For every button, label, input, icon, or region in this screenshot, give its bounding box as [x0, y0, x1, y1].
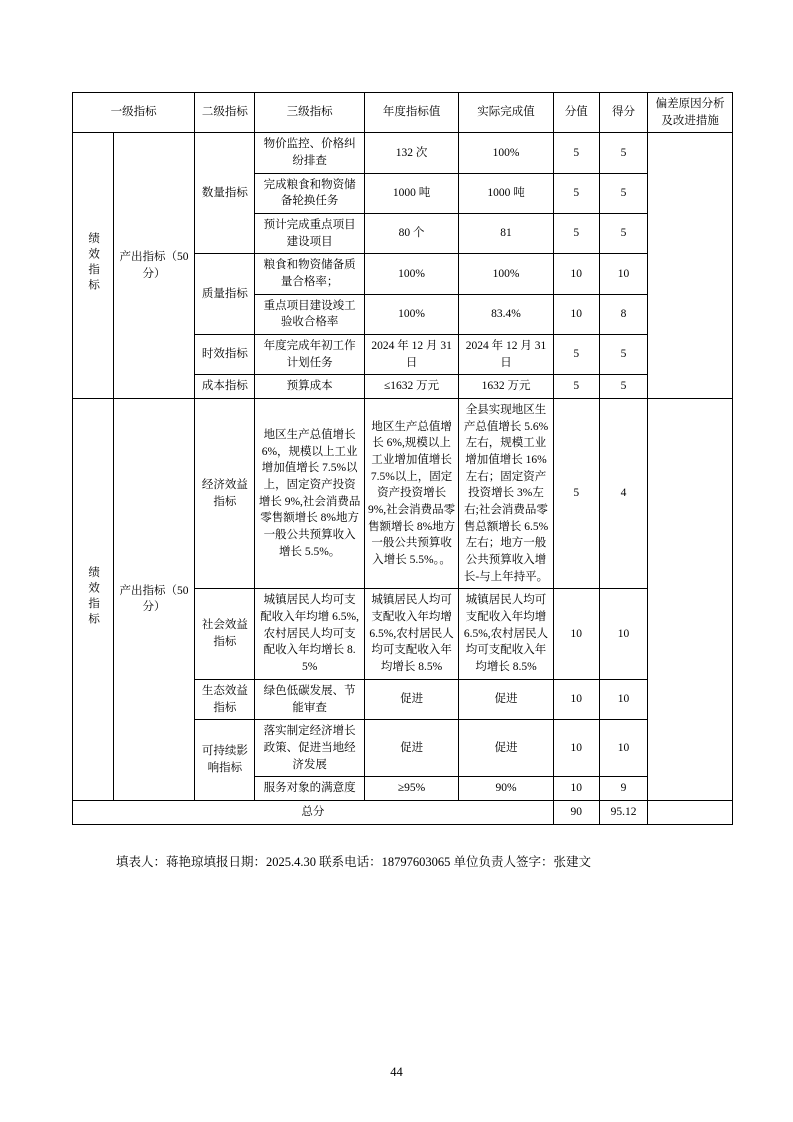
actual-value: 促进 [459, 720, 553, 777]
level3-indicator: 绿色低碳发展、节能审查 [255, 679, 364, 719]
target-value: 2024 年 12 月 31 日 [364, 335, 458, 375]
actual-value: 100% [459, 254, 553, 294]
level2-timeliness: 时效指标 [195, 335, 255, 375]
score-value: 10 [553, 720, 599, 777]
level3-indicator: 服务对象的满意度 [255, 777, 364, 801]
actual-value: 100% [459, 133, 553, 173]
total-deviation [648, 800, 733, 824]
level2-sustainable: 可持续影响指标 [195, 720, 255, 801]
score-got: 9 [599, 777, 647, 801]
table-row [73, 399, 733, 589]
target-value: 80 个 [364, 214, 458, 254]
score-got: 8 [599, 294, 647, 334]
actual-value: 1000 吨 [459, 173, 553, 213]
target-value: 100% [364, 254, 458, 294]
target-value: 地区生产总值增长 6%,规模以上工业增加值增长 7.5%以上，固定资产投资增长 9%,社会消费品零售额增长 8%地方一般公共预算收入增长 5.5%。。 [364, 399, 458, 589]
target-value: 132 次 [364, 133, 458, 173]
score-got: 5 [599, 133, 647, 173]
header-cell-score-value: 分值 [553, 93, 599, 133]
level3-indicator: 粮食和物资储备质量合格率； [255, 254, 364, 294]
output-label-2: 产出指标（50 分） [113, 399, 195, 801]
score-value: 5 [553, 133, 599, 173]
deviation-note-2 [648, 399, 733, 801]
actual-value: 81 [459, 214, 553, 254]
actual-value: 90% [459, 777, 553, 801]
score-got: 10 [599, 679, 647, 719]
score-got: 4 [599, 399, 647, 589]
target-value: 100% [364, 294, 458, 334]
level3-indicator: 年度完成年初工作计划任务 [255, 335, 364, 375]
total-label: 总分 [73, 800, 554, 824]
performance-table [72, 92, 733, 825]
level2-ecological: 生态效益指标 [195, 679, 255, 719]
actual-value: 城镇居民人均可支配收入年均增 6.5%,农村居民人均可支配收入年均增长 8.5% [459, 589, 553, 679]
score-value: 5 [553, 214, 599, 254]
level3-indicator: 预计完成重点项目建设项目 [255, 214, 364, 254]
actual-value: 促进 [459, 679, 553, 719]
score-value: 5 [553, 173, 599, 213]
page-number: 44 [390, 1065, 403, 1079]
level3-indicator: 预算成本 [255, 375, 364, 399]
group-label-performance-2: 绩效指标 [73, 399, 114, 801]
header-cell-deviation: 偏差原因分析及改进措施 [648, 93, 733, 133]
score-got: 10 [599, 589, 647, 679]
target-value: 促进 [364, 679, 458, 719]
level3-indicator: 重点项目建设竣工验收合格率 [255, 294, 364, 334]
score-value: 5 [553, 399, 599, 589]
score-value: 10 [553, 589, 599, 679]
footer-note: 填表人：蒋艳琼填报日期：2025.4.30 联系电话：18797603065 单位负责人签字：张建文 [116, 854, 592, 869]
level2-cost: 成本指标 [195, 375, 255, 399]
actual-value: 83.4% [459, 294, 553, 334]
header-cell-level2: 二级指标 [195, 93, 255, 133]
header-cell-score-got: 得分 [599, 93, 647, 133]
total-score-got: 95.12 [599, 800, 647, 824]
score-got: 5 [599, 375, 647, 399]
score-got: 5 [599, 214, 647, 254]
table-header-row [73, 93, 733, 133]
actual-value: 2024 年 12 月 31 日 [459, 335, 553, 375]
level3-indicator: 城镇居民人均可支配收入年均增 6.5%,农村居民人均可支配收入年均增长 8.5% [255, 589, 364, 679]
level2-quality: 质量指标 [195, 254, 255, 335]
table-total-row [73, 800, 733, 824]
header-cell-level1: 一级指标 [73, 93, 195, 133]
score-value: 10 [553, 254, 599, 294]
level3-indicator: 完成粮食和物资储备轮换任务 [255, 173, 364, 213]
group-label-performance-1: 绩效指标 [73, 133, 114, 399]
output-label-1: 产出指标（50 分） [113, 133, 195, 399]
header-cell-level3: 三级指标 [255, 93, 364, 133]
target-value: ≥95% [364, 777, 458, 801]
target-value: ≤1632 万元 [364, 375, 458, 399]
score-value: 5 [553, 335, 599, 375]
target-value: 城镇居民人均可支配收入年均增 6.5%,农村居民人均可支配收入年均增长 8.5% [364, 589, 458, 679]
target-value: 1000 吨 [364, 173, 458, 213]
score-got: 5 [599, 173, 647, 213]
deviation-note-1 [648, 133, 733, 399]
table-row [73, 133, 733, 173]
score-value: 5 [553, 375, 599, 399]
level2-quantity: 数量指标 [195, 133, 255, 254]
actual-value: 全县实现地区生产总值增长 5.6%左右，规模工业增加值增长 16%左右；固定资产投资增长 3%左右;社会消费品零售总额增长 6.5%左右；地方一般公共预算收入增长-与上年持平。 [459, 399, 553, 589]
level2-social: 社会效益指标 [195, 589, 255, 679]
level2-economic: 经济效益指标 [195, 399, 255, 589]
header-cell-actual: 实际完成值 [459, 93, 553, 133]
score-got: 10 [599, 254, 647, 294]
score-got: 10 [599, 720, 647, 777]
level3-indicator: 地区生产总值增长 6%，规模以上工业增加值增长 7.5%以上，固定资产投资增长 9%,社会消费品零售额增长 8%地方一般公共预算收入增长 5.5%。 [255, 399, 364, 589]
total-score-value: 90 [553, 800, 599, 824]
score-got: 5 [599, 335, 647, 375]
header-cell-target: 年度指标值 [364, 93, 458, 133]
actual-value: 1632 万元 [459, 375, 553, 399]
target-value: 促进 [364, 720, 458, 777]
score-value: 10 [553, 777, 599, 801]
level3-indicator: 落实制定经济增长政策、促进当地经济发展 [255, 720, 364, 777]
score-value: 10 [553, 294, 599, 334]
score-value: 10 [553, 679, 599, 719]
level3-indicator: 物价监控、价格纠纷排查 [255, 133, 364, 173]
